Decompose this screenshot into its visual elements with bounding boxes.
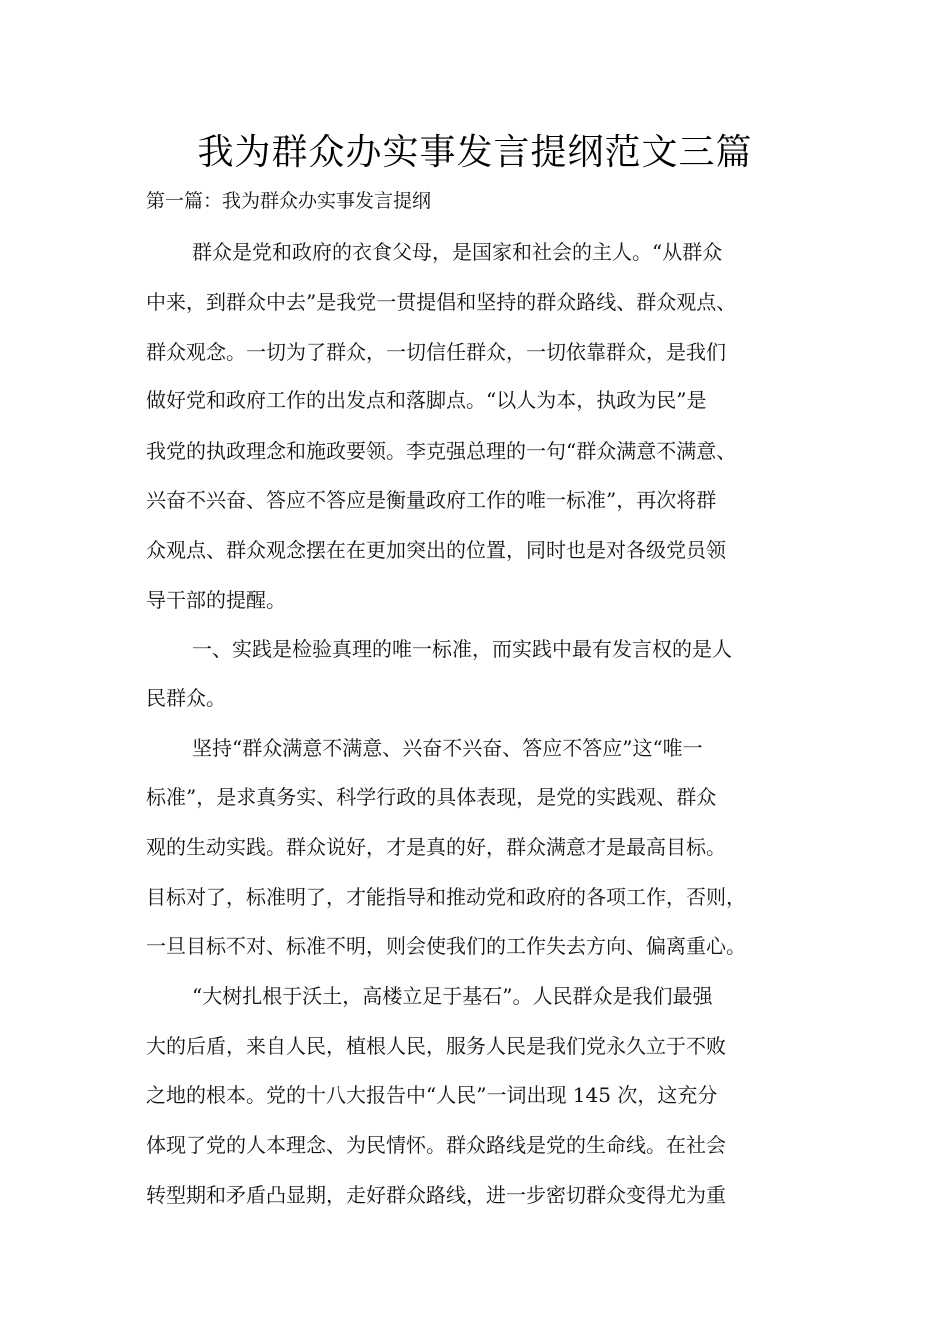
text-line: 做好党和政府工作的出发点和落脚点。“以人为本，执政为民”是	[146, 388, 707, 412]
text-line: 群众观念。一切为了群众，一切信任群众，一切依靠群众，是我们	[146, 340, 726, 364]
text-line: 观的生动实践。群众说好，才是真的好，群众满意才是最高目标。	[146, 835, 726, 859]
text-line: 大的后盾，来自人民，植根人民，服务人民是我们党永久立于不败	[146, 1034, 726, 1058]
text-line: 之地的根本。党的十八大报告中“人民”一词出现 145 次，这充分	[146, 1083, 718, 1107]
text-line: 一旦目标不对、标准不明，则会使我们的工作失去方向、偏离重心。	[146, 934, 746, 958]
text-line: 转型期和矛盾凸显期，走好群众路线，进一步密切群众变得尤为重	[146, 1183, 726, 1207]
text-line: 中来，到群众中去”是我党一贯提倡和坚持的群众路线、群众观点、	[146, 290, 737, 314]
document-subtitle: 第一篇：我为群众办实事发言提纲	[146, 190, 432, 212]
text-line: 兴奋不兴奋、答应不答应是衡量政府工作的唯一标准”，再次将群	[146, 488, 717, 512]
text-line: 坚持“群众满意不满意、兴奋不兴奋、答应不答应”这“唯一	[192, 736, 703, 760]
text-line: 民群众。	[146, 686, 226, 710]
text-line: 目标对了，标准明了，才能指导和推动党和政府的各项工作，否则，	[146, 885, 746, 909]
text-line: 众观点、群众观念摆在在更加突出的位置，同时也是对各级党员领	[146, 538, 726, 562]
text-line: 我党的执政理念和施政要领。李克强总理的一句“群众满意不满意、	[146, 439, 737, 463]
text-line: “大树扎根于沃土，高楼立足于基石”。人民群众是我们最强	[192, 984, 713, 1008]
text-line: 一、实践是检验真理的唯一标准，而实践中最有发言权的是人	[192, 637, 732, 661]
text-line: 标准”，是求真务实、科学行政的具体表现，是党的实践观、群众	[146, 785, 717, 809]
text-line: 导干部的提醒。	[146, 588, 286, 612]
document-title: 我为群众办实事发言提纲范文三篇	[197, 132, 753, 173]
text-line: 群众是党和政府的衣食父母，是国家和社会的主人。“从群众	[192, 240, 723, 264]
text-line: 体现了党的人本理念、为民情怀。群众路线是党的生命线。在社会	[146, 1133, 726, 1157]
